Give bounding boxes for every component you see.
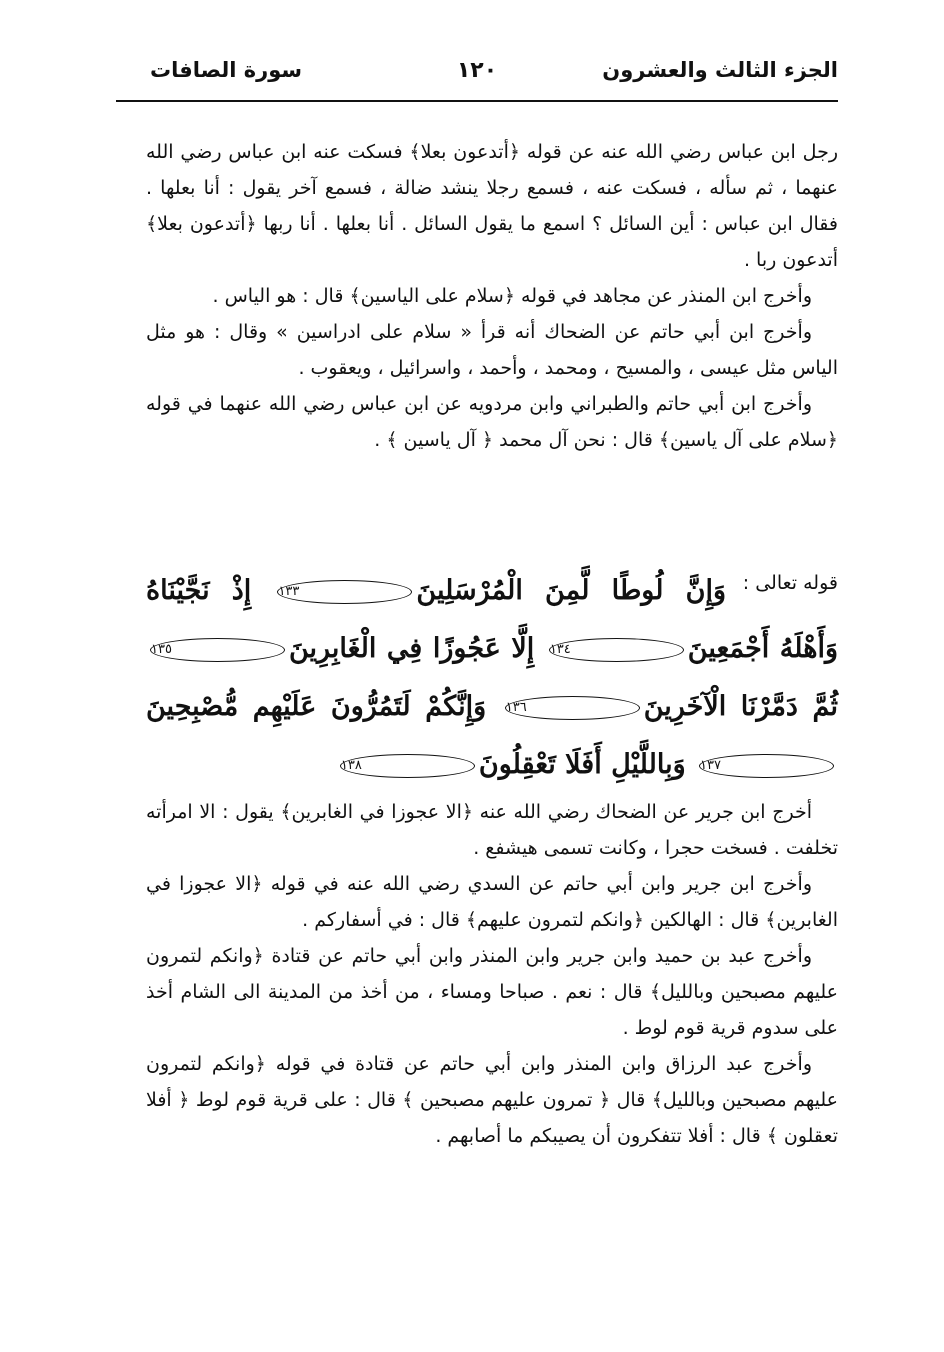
- verse-lead-label: قوله تعالى :: [742, 572, 838, 594]
- verse-text: ثُمَّ دَمَّرْنَا الْآخَرِينَ: [643, 691, 838, 722]
- quran-verses: [146, 562, 838, 794]
- verse-text: وَبِاللَّيْلِ أَفَلَا تَعْقِلُونَ: [478, 749, 686, 780]
- page-number: ١٢٠: [456, 58, 498, 83]
- paragraph: وأخرج ابن أبي حاتم والطبراني وابن مردويه عن ابن عباس رضي الله عنهما في قوله ﴿سلام على آل ياسين﴾ قال : نحن آل محمد ﴿ آل ياسين ﴾ .: [146, 393, 838, 451]
- verse-number-marker: ١٣٣: [277, 580, 412, 604]
- page-header: [116, 52, 838, 98]
- verse-text: إِذْ نَجَّيْنَاهُ وَأَهْلَهُ أَجْمَعِينَ: [146, 575, 838, 664]
- paragraph: أخرج ابن جرير عن الضحاك رضي الله عنه ﴿الا عجوزا في الغابرين﴾ يقول : الا امرأته تخلفت . فسخت حجرا ، وكانت تسمى هيشفع .: [146, 801, 838, 859]
- commentary-section-2: [146, 794, 838, 1154]
- verse-text: وَإِنَّكُمْ لَتَمُرُّونَ عَلَيْهِم مُّصْبِحِينَ: [146, 691, 487, 722]
- part-title: الجزء الثالث والعشرون: [602, 58, 838, 82]
- verse-number-marker: ١٣٤: [549, 638, 684, 662]
- verse-text: إِلَّا عَجُوزًا فِي الْغَابِرِينَ: [288, 633, 535, 664]
- paragraph: وأخرج ابن المنذر عن مجاهد في قوله ﴿سلام على الياسين﴾ قال : هو الياس .: [212, 285, 812, 307]
- paragraph: وأخرج ابن جرير وابن أبي حاتم عن السدي رضي الله عنه في قوله ﴿الا عجوزا في الغابرين﴾ قال : الهالكين ﴿وانكم لتمرون عليهم﴾ قال : في أسفاركم .: [146, 873, 838, 931]
- paragraph: وأخرج عبد بن حميد وابن جرير وابن المنذر وابن أبي حاتم عن قتادة ﴿وانكم لتمرون عليهم مصبحين وبالليل﴾ قال : نعم . صباحا ومساء ، من أخذ من المدينة الى الشام أخذ على سدوم قرية قوم لوط .: [146, 945, 838, 1039]
- quran-verse-block: [146, 562, 838, 780]
- paragraph: وأخرج عبد الرزاق وابن المنذر وابن أبي حاتم عن قتادة في قوله ﴿وانكم لتمرون عليهم مصبحين وبالليل﴾ قال ﴿ تمرون عليهم مصبحين ﴾ قال : على قرية قوم لوط ﴿ أفلا تعقلون ﴾ قال : أفلا تتفكرون أن يصيبكم ما أصابهم .: [146, 1053, 838, 1147]
- paragraph: وأخرج ابن أبي حاتم عن الضحاك أنه قرأ « سلام على ادراسين » وقال : هو مثل الياس مثل عيسى ، والمسيح ، ومحمد ، وأحمد ، واسرائيل ، ويعقوب .: [146, 321, 838, 379]
- verse-number-marker: ١٣٦: [505, 696, 640, 720]
- paragraph: رجل ابن عباس رضي الله عنه عن قوله ﴿أتدعون بعلا﴾ فسكت عنه ابن عباس رضي الله عنهما ، ثم سأله ، فسكت عنه ، فسمع رجلا ينشد ضالة ، فسمع آخر يقول : أنا بعلها . فقال ابن عباس : أين السائل ؟ اسمع ما يقول السائل . أنا بعلها . أنا ربها ﴿أتدعون بعلا﴾ أتدعون ربا .: [146, 141, 838, 271]
- surah-title: سورة الصافات: [150, 58, 303, 82]
- header-rule: [116, 100, 838, 102]
- verse-number-marker: ١٣٨: [340, 754, 475, 778]
- verse-number-marker: ١٣٧: [699, 754, 834, 778]
- verse-text: وَإِنَّ لُوطًا لَّمِنَ الْمُرْسَلِينَ: [416, 575, 726, 606]
- verse-number-marker: ١٣٥: [150, 638, 285, 662]
- commentary-section-1: [146, 134, 838, 458]
